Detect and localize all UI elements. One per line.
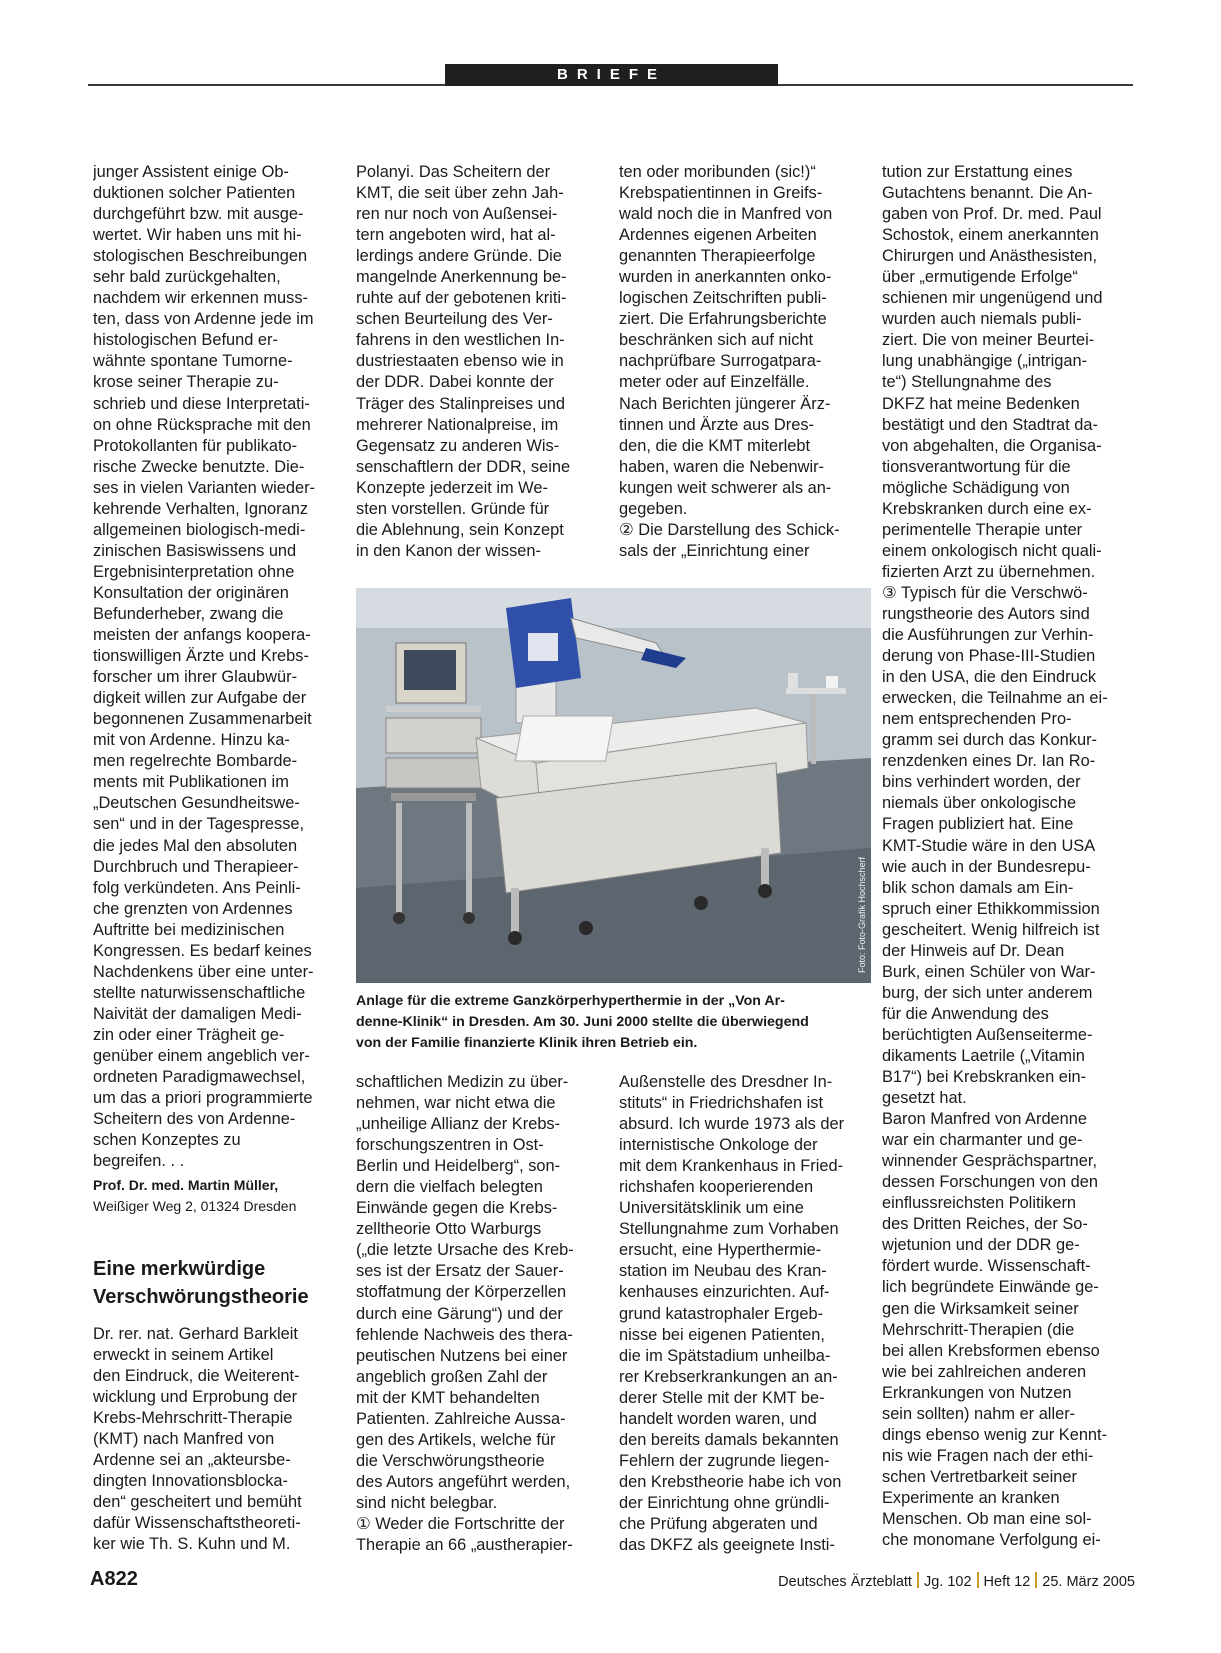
letter2-text-col2: schaftlichen Medizin zu über- nehmen, war nicht etwa die „unheilige Allianz der Krebs- forschungszentren in Ost- Berlin und Heidelberg“, son- dern die vielfach belegten Einwände gegen die Krebs- zelltheorie Otto Warburgs („die letzte Ursache des Kreb- ses ist der Ersatz der Sauer- stoffatmung der Körperzellen durch eine Gärung“) und der fehlende Nachweis des thera- peutischen Nutzens bei einer angeblich großen Zahl der mit der KMT behandelten Patienten. Zahlreiche Aussa- gen des Artikels, welche für die Verschwörungstheorie des Autors angeführt werden, sind nicht belegbar. ① Weder die Fortschritte der Therapie an 66 „austherapier- (356, 1073, 574, 1555)
figure-caption: Anlage für die extreme Ganzkörperhyperthermie in der „Von Ar- denne-Klinik“ in Dresden. Am 30. Juni 2000 stellte die überwiegend von der Familie finanzierte Klinik ihren Betrieb ein. (356, 993, 809, 1051)
journal-date: 25. März 2005 (1042, 1574, 1135, 1590)
page-footer (90, 1568, 1135, 1598)
journal-issue: Heft 12 (983, 1574, 1031, 1590)
footer-separator (1035, 1572, 1037, 1588)
photo-credit: Foto: Foto-Grafik Hochscherf (857, 856, 867, 973)
journal-volume: Jg. 102 (923, 1574, 972, 1590)
letter-text-col1-bottom: Dr. rer. nat. Gerhard Barkleit erweckt in seinem Artikel den Eindruck, die Weiterent- wicklung und Erprobung der Krebs-Mehrschritt-Therapie (KMT) nach Manfred von Ardenne sei an „akteursbe- dingten Innovationsblocka- den“ gescheitert und bemüht dafür Wissenschaftstheoreti- ker wie Th. S. Kuhn und M. (93, 1325, 302, 1554)
journal-info (778, 1572, 1135, 1590)
page-number-value: 822 (104, 1568, 138, 1590)
letter-text-col2: Polanyi. Das Scheitern der KMT, die seit über zehn Jah- ren nur noch von Außensei- tern angeboten wird, hat al- lerdings andere Gründe. Die mangelnde Anerkennung be- ruhte auf der gebotenen kriti- schen Beurteilung des Ver- fahrens in den westlichen In- dustriestaaten ebenso wie in der DDR. Dabei konnte der Träger des Stalinpreises und mehrerer Nationalpreise, im Gegensatz zu anderen Wis- senschaftlern der DDR, seine Konzepte jederzeit im We- sten vorstellen. Gründe für die Ablehnung, sein Konzept in den Kanon der wissen- (356, 163, 571, 560)
hyperthermia-photo (356, 588, 871, 983)
footer-separator (917, 1572, 919, 1588)
letter-text-col3: ten oder moribunden (sic!)“ Krebspatientinnen in Greifs- wald noch die in Manfred von Ardennes eigenen Arbeiten genannten Therapieerfolge wurden in anerkannten onko- logischen Zeitschriften publi- ziert. Die Erfahrungsberichte beschränken sich auf nicht nachprüfbare Surrogatpara- meter oder auf Einzelfälle. Nach Berichten jüngerer Ärz- tinnen und Ärzte aus Dres- den, die die KMT miterlebt haben, waren die Nebenwir- kungen weit schwerer als an- gegeben. ② Die Darstellung des Schick- sals der „Einrichtung einer (619, 163, 840, 560)
letter-headline: Eine merkwürdige Verschwörungstheorie (93, 1258, 309, 1308)
letter2-text-col3: Außenstelle des Dresdner In- stituts“ in Friedrichshafen ist absurd. Ich wurde 1973 als der internistische Onkologe der mit dem Krankenhaus in Fried- richshafen kooperierenden Universitätsklinik um eine Stellungnahme zum Vorhaben ersucht, eine Hyperthermie- station im Neubau des Kran- kenhauses einzurichten. Auf- grund katastrophaler Ergeb- nisse bei eigenen Patienten, die im Spätstadium unheilba- rer Krebserkrankungen an an- derer Stelle mit der KMT be- handelt worden waren, und den bereits damals bekannten Fehlern der zugrunde liegen- den Krebstheorie habe ich von der Einrichtung ohne gründli- che Prüfung abgeraten und das DKFZ als geeignete Insti- (619, 1073, 845, 1555)
page-number (90, 1568, 138, 1591)
signature-address: Weißiger Weg 2, 01324 Dresden (93, 1198, 297, 1214)
page-prefix: A (90, 1568, 105, 1590)
journal-name: Deutsches Ärzteblatt (778, 1574, 912, 1590)
section-label: BRIEFE (445, 64, 778, 86)
signature-name: Prof. Dr. med. Martin Müller, (93, 1177, 279, 1193)
footer-separator (977, 1572, 979, 1588)
letter-text-col4: tution zur Erstattung eines Gutachtens benannt. Die An- gaben von Prof. Dr. med. Paul Schostok, einem anerkannten Chirurgen und Anästhesisten, über „ermutigende Erfolge“ schienen mir ungenügend und wurden auch niemals publi- ziert. Die von meiner Beurtei- lung unabhängige („intrigan- te“) Stellungnahme des DKFZ hat meine Bedenken bestätigt und den Stadtrat da- von abgehalten, die Organisa- tionsverantwortung für die mögliche Schädigung von Krebskranken durch eine ex- perimentelle Therapie unter einem onkologisch nicht quali- fizierten Arzt zu übernehmen. ③ Typisch für die Verschwö- rungstheorie des Autors sind die Ausführungen zur Verhin- derung von Phase-III-Studien in den USA, die den Eindruck erwecken, die Teilnahme an ei- nem entsprechenden Pro- gramm sei durch das Konkur- renzdenken eines Dr. Ian Ro- bins verhindert worden, der niemals über onkologische Fragen publiziert hat. Eine KMT-Studie wäre in den USA wie auch in der Bundesrepu- blik schon damals am Ein- spruch einer Ethikkommission gescheitert. Wenig hilfreich ist der Hinweis auf Dr. Dean Burk, einen Schüler von War- burg, der sich unter anderem für die Anwendung des berüchtigten Außenseiterme- dikaments Laetrile („Vitamin B17“) bei Krebskranken ein- gesetzt hat. Baron Manfred von Ardenne war ein charmanter und ge- winnender Gesprächspartner, dessen Forschungen von den einflussreichsten Politikern des Dritten Reiches, der So- wjetunion und der DDR ge- fördert wurde. Wissenschaft- lich begründete Einwände ge- gen die Wirksamkeit seiner Mehrschritt-Therapien (die bei allen Krebsformen ebenso wie bei zahlreichen anderen Erkrankungen von Nutzen sein sollten) nahm er aller- dings ebenso wenig zur Kennt- nis wie Fragen nach der ethi- schen Vertretbarkeit seiner Experimente an kranken Menschen. Ob man eine sol- che monomane Verfolgung ei- (882, 163, 1108, 1550)
letter-text-col1: junger Assistent einige Ob- duktionen solcher Patienten durchgeführt bzw. mit ausge- wertet. Wir haben uns mit hi- stologischen Beschreibungen sehr bald zurückgehalten, nachdem wir erkennen muss- ten, dass von Ardenne jede im histologischen Befund er- wähnte spontane Tumorne- krose seiner Therapie zu- schrieb und diese Interpretati- on ohne Rücksprache mit den Protokollanten für publikato- rische Zwecke benutzte. Die- ses in vielen Varianten wieder- kehrende Verhalten, Ignoranz allgemeinen biologisch-medi- zinischen Basiswissens und Ergebnisinterpretation ohne Konsultation der originären Befunderheber, zwang die meisten der anfangs koopera- tionswilligen Ärzte und Krebs- forscher um ihrer Glaubwür- digkeit willen zur Aufgabe der begonnenen Zusammenarbeit mit von Ardenne. Hinzu ka- men regelrechte Bombarde- ments mit Publikationen im „Deutschen Gesundheitswe- sen“ und in der Tagespresse, die jedes Mal den absoluten Durchbruch und Therapieer- folg verkündeten. Ans Peinli- che grenzten von Ardennes Auftritte bei medizinischen Kongressen. Es bedarf keines Nachdenkens über eine unter- stellte naturwissenschaftliche Naivität der damaligen Medi- zin oder einer Trägheit ge- genüber einem angeblich ver- ordneten Paradigmawechsel, um das a priori programmierte Scheitern des von Ardenne- schen Konzeptes zu begreifen. . . (93, 163, 315, 1171)
